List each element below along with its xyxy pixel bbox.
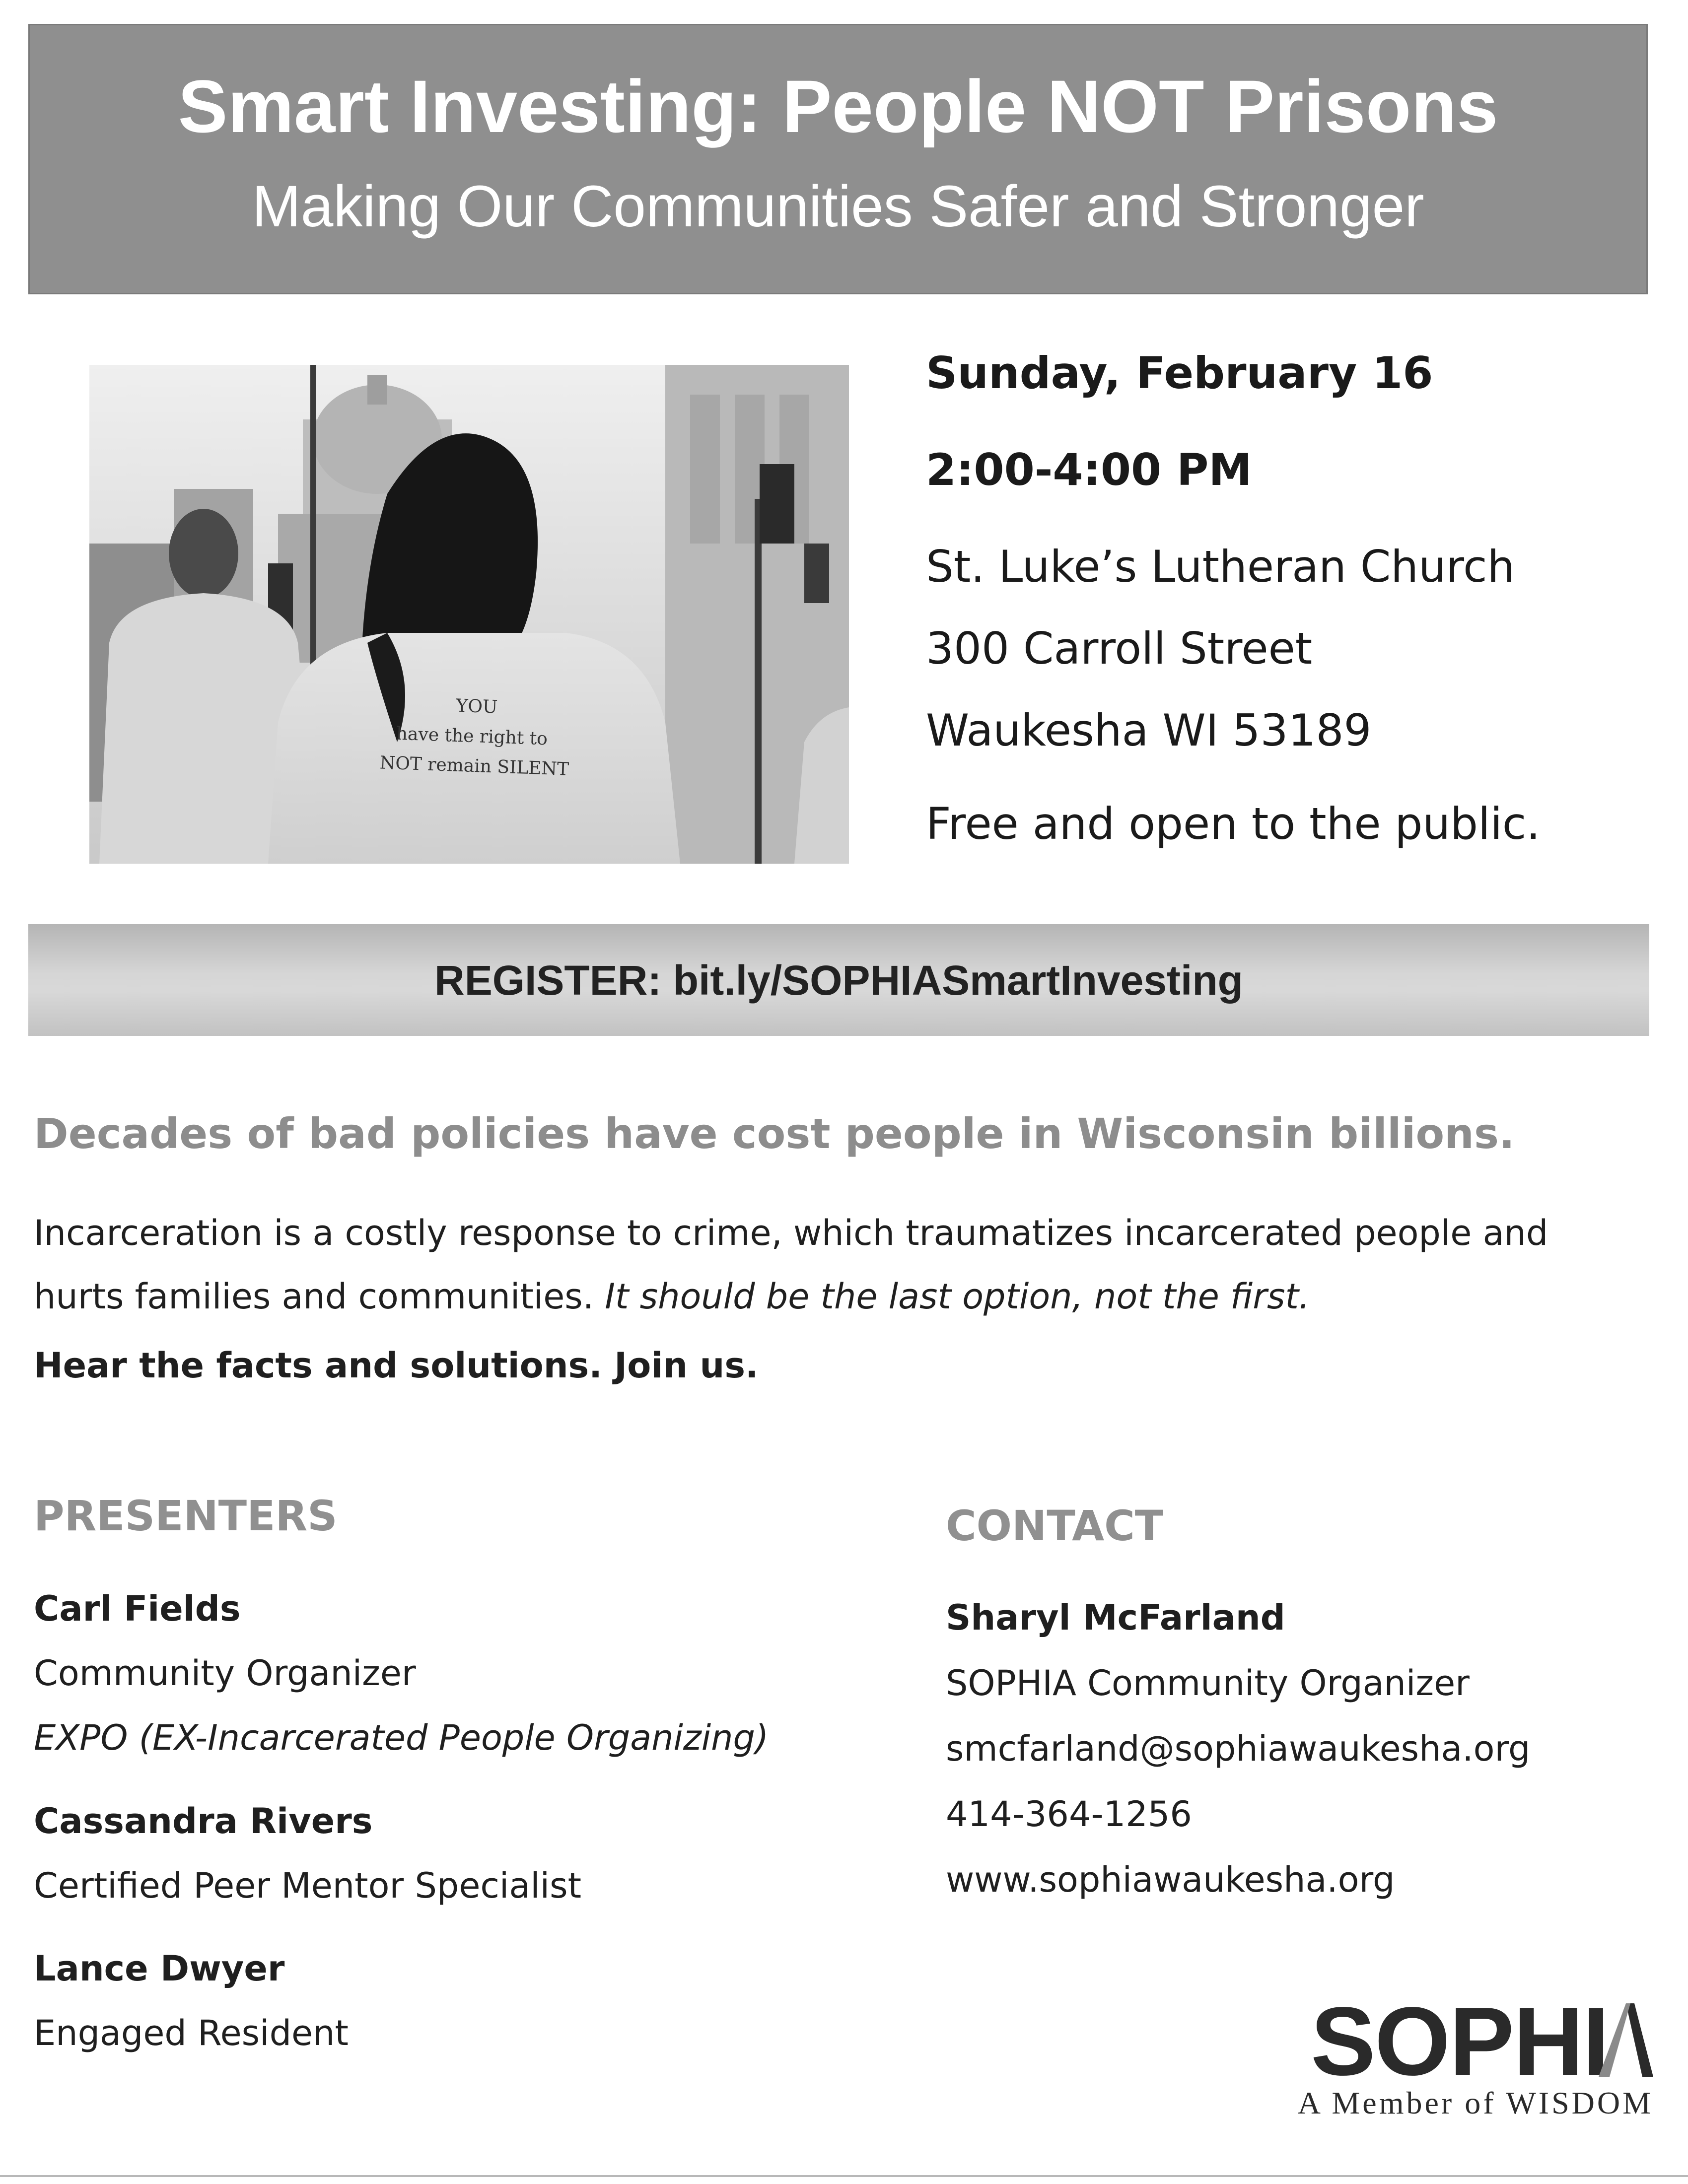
body-line-2: hurts families and communities.: [34, 1276, 605, 1317]
shirt-text-line-1: YOU: [455, 695, 498, 718]
event-photo: [89, 365, 849, 864]
photo-illustration: [89, 365, 849, 864]
presenter-org: EXPO (EX-Incarcerated People Organizing): [34, 1717, 769, 1758]
presenter-role: Community Organizer: [34, 1653, 416, 1694]
body-line-1: Incarceration is a costly response to crime, which traumatizes incarcerated people and: [34, 1213, 1548, 1253]
presenter-name: Cassandra Rivers: [34, 1801, 373, 1842]
call-to-action: Hear the facts and solutions. Join us.: [34, 1345, 759, 1386]
body-headline: Decades of bad policies have cost people in Wisconsin billions.: [34, 1109, 1515, 1158]
contact-phone[interactable]: 414-364-1256: [946, 1794, 1192, 1835]
body-line-2-emphasis: It should be the last option, not the first.: [605, 1276, 1310, 1317]
presenter-role: Engaged Resident: [34, 2013, 349, 2053]
event-time: 2:00-4:00 PM: [926, 444, 1252, 495]
sophia-logo: [1241, 1985, 1653, 2134]
event-admission: Free and open to the public.: [926, 798, 1541, 849]
logo-wordmark: SOPHI: [1311, 1987, 1609, 2096]
shirt-text-line-2: have the right to: [396, 723, 548, 750]
event-venue: St. Luke’s Lutheran Church: [926, 541, 1515, 592]
shirt-text-line-3: NOT remain SILENT: [379, 752, 569, 780]
contact-title: SOPHIA Community Organizer: [946, 1663, 1470, 1704]
header-banner: [28, 24, 1648, 294]
flyer-title: Smart Investing: People NOT Prisons: [178, 65, 1498, 148]
presenters-heading: PRESENTERS: [34, 1492, 338, 1540]
event-city: Waukesha WI 53189: [926, 705, 1372, 756]
contact-name: Sharyl McFarland: [946, 1597, 1285, 1638]
register-link[interactable]: REGISTER: bit.ly/SOPHIASmartInvesting: [434, 957, 1243, 1004]
event-date: Sunday, February 16: [926, 347, 1433, 399]
flyer-subtitle: Making Our Communities Safer and Stronger: [252, 174, 1424, 239]
contact-website[interactable]: www.sophiawaukesha.org: [946, 1859, 1395, 1900]
presenter-name: Lance Dwyer: [34, 1948, 285, 1989]
presenter-name: Carl Fields: [34, 1588, 241, 1629]
contact-email[interactable]: smcfarland@sophiawaukesha.org: [946, 1728, 1531, 1769]
contact-heading: CONTACT: [946, 1502, 1164, 1550]
event-street: 300 Carroll Street: [926, 623, 1313, 674]
bottom-divider: [0, 2175, 1688, 2177]
presenter-role: Certified Peer Mentor Specialist: [34, 1865, 582, 1906]
logo-tagline: A Member of WISDOM: [1297, 2085, 1653, 2120]
register-banner: [28, 924, 1649, 1036]
body-paragraph: [34, 1201, 1622, 1328]
logo-a-mark-icon: [1599, 2003, 1653, 2077]
